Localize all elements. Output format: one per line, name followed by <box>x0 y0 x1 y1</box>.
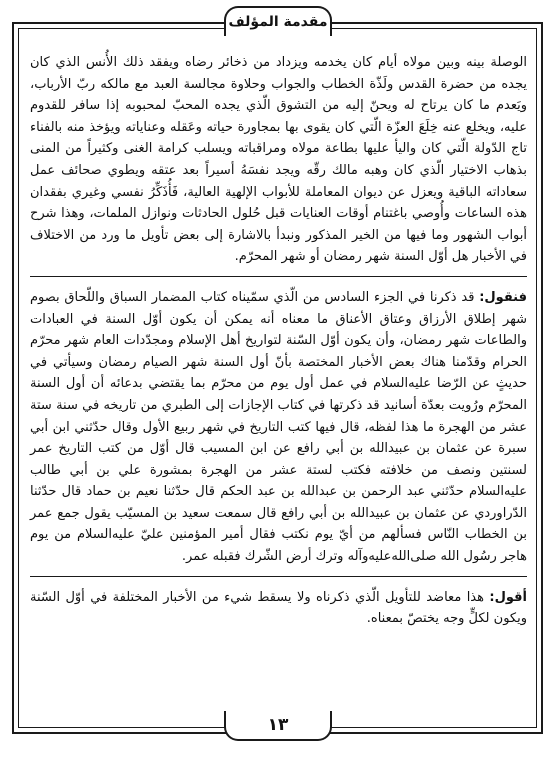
section-divider <box>30 576 527 577</box>
page-footer <box>224 711 332 741</box>
paragraph-3-text: هذا معاضد للتأويل الّذي ذكرناه ولا يسقط شيء من الأخبار المختلفة في أوّل السّنة ويكون لكلٍّ وجه يختصّ بمعناه. <box>30 589 527 627</box>
section-divider <box>30 276 527 277</box>
page-body <box>30 52 527 707</box>
paragraph-3-lead: أقول: <box>489 589 527 605</box>
header-title: مقدمة المؤلف <box>228 14 328 30</box>
paragraph-2-text: قد ذكرنا في الجزء السادس من الّذي سمّيناه كتاب المضمار السباق واللّحاق بصوم شهر إطلاق الأرزاق وعتاق الأعناق ما معناه أنه يمكن أن يكون أوّل السنة في العبادات والطاعات شهر رمضان، وأن يكون أوّل السّنة لتواريخ أهل الإسلام ومجدّدات العام شهر محرّم الحرام وقدّمنا هناك بعض الأخبار المختصة بأنّ أول السنة شهر الصيام رمضان وسيأتي في حديثٍ عن الرّضا عليه‌السلام في عمل أول يوم من محرّم بما يقتضي بدعائه أن أول السنة المحرّم ورُويت بعدّة أسانيد قد ذكرتها في كتاب الإجازات إلى الطبري من تاريخه في سنة ستة عشر من الهجرة ما هذا لفظه، قال فيها كتب التاريخ في شهر ربيع الأول وقال حدّثني ابن أبي سبرة عن عثمان بن عبيدالله بن أبي رافع عن ابن المسيب قال أوّل من كتب التاريخ عمر لسنتين ونصف من خلافته فكتب لستة عشر من الهجرة بمشورة علي بن أبي طالب عليه‌السلام حدّثني عبد الرحمن بن عبدالله بن عبد الحكم قال حدّثنا نعيم بن حماد قال حدّثنا الدّراوردي عن عثمان بن عبيدالله بن أبي رافع قال سمعت سعيد بن المسيّب يقول جمع عمر بن الخطاب النّاس فسألهم من أيّ يوم نكتب فقال أمير المؤمنين عليّ عليه‌السلام من يوم هاجر رسُول الله صلى‌الله‌عليه‌وآله وترك أرض الشّرك فقبله عمر. <box>30 289 527 565</box>
paragraph-2 <box>30 287 527 568</box>
paragraph-2-lead: فنقول: <box>479 289 527 305</box>
page-number: ١٣ <box>267 715 289 735</box>
page-header <box>224 6 332 36</box>
paragraph-1 <box>30 52 527 268</box>
paragraph-3 <box>30 587 527 630</box>
paragraph-1-text: الوصلة بينه وبين مولاه أيام كان يخدمه ويزداد من ذخائر رضاه ويفقد ذلك الأُنس الذي كان يجده من حضرة القدس ولَذّة الخطاب والجواب وحلاوة مجالسة العبد مع مالكه ربّ الأرباب، ويَعدم ما كان يرتاح له ويحنّ إليه من التشوق الّذي يجده المحبّ لمحبوبه إذا سافر للقدوم عليه، ويخلع عنه خِلَعَ العزّة الّتي كان يقوى بها بمجاورة حياته وعَقله وعناياته ويؤخذ منه بالفناء تاج الدّولة الّتي كان واليأ عليها بطاعة مولاه ومراقباته ويسلب كرامة الغنى وكثيراً من المنى بذهاب الاختيار الّذي كان وهبه مالك رقّه ويجد نفسَهُ أسيراً بعد عتقه ويطوي صحائف عمل سعاداته الباقية ويعزل عن ديوان المعاملة للأبواب الإلهية العالية، فَأُذَكِّرُ نفسي وغيري بفقدان هذه الساعات وأُوصي باغتنام أوقات العنايات قبل حُلول الحادثات ونوازل الملمات، وهذا شرح أبواب الشهور وما فيها من الخير المذكور ونبدأ بالاشارة إلى بعض تأويل ما ورد من الاختلاف في الأخبار هل أوّل السنة شهر رمضان أو شهر المحرّم. <box>30 55 527 265</box>
